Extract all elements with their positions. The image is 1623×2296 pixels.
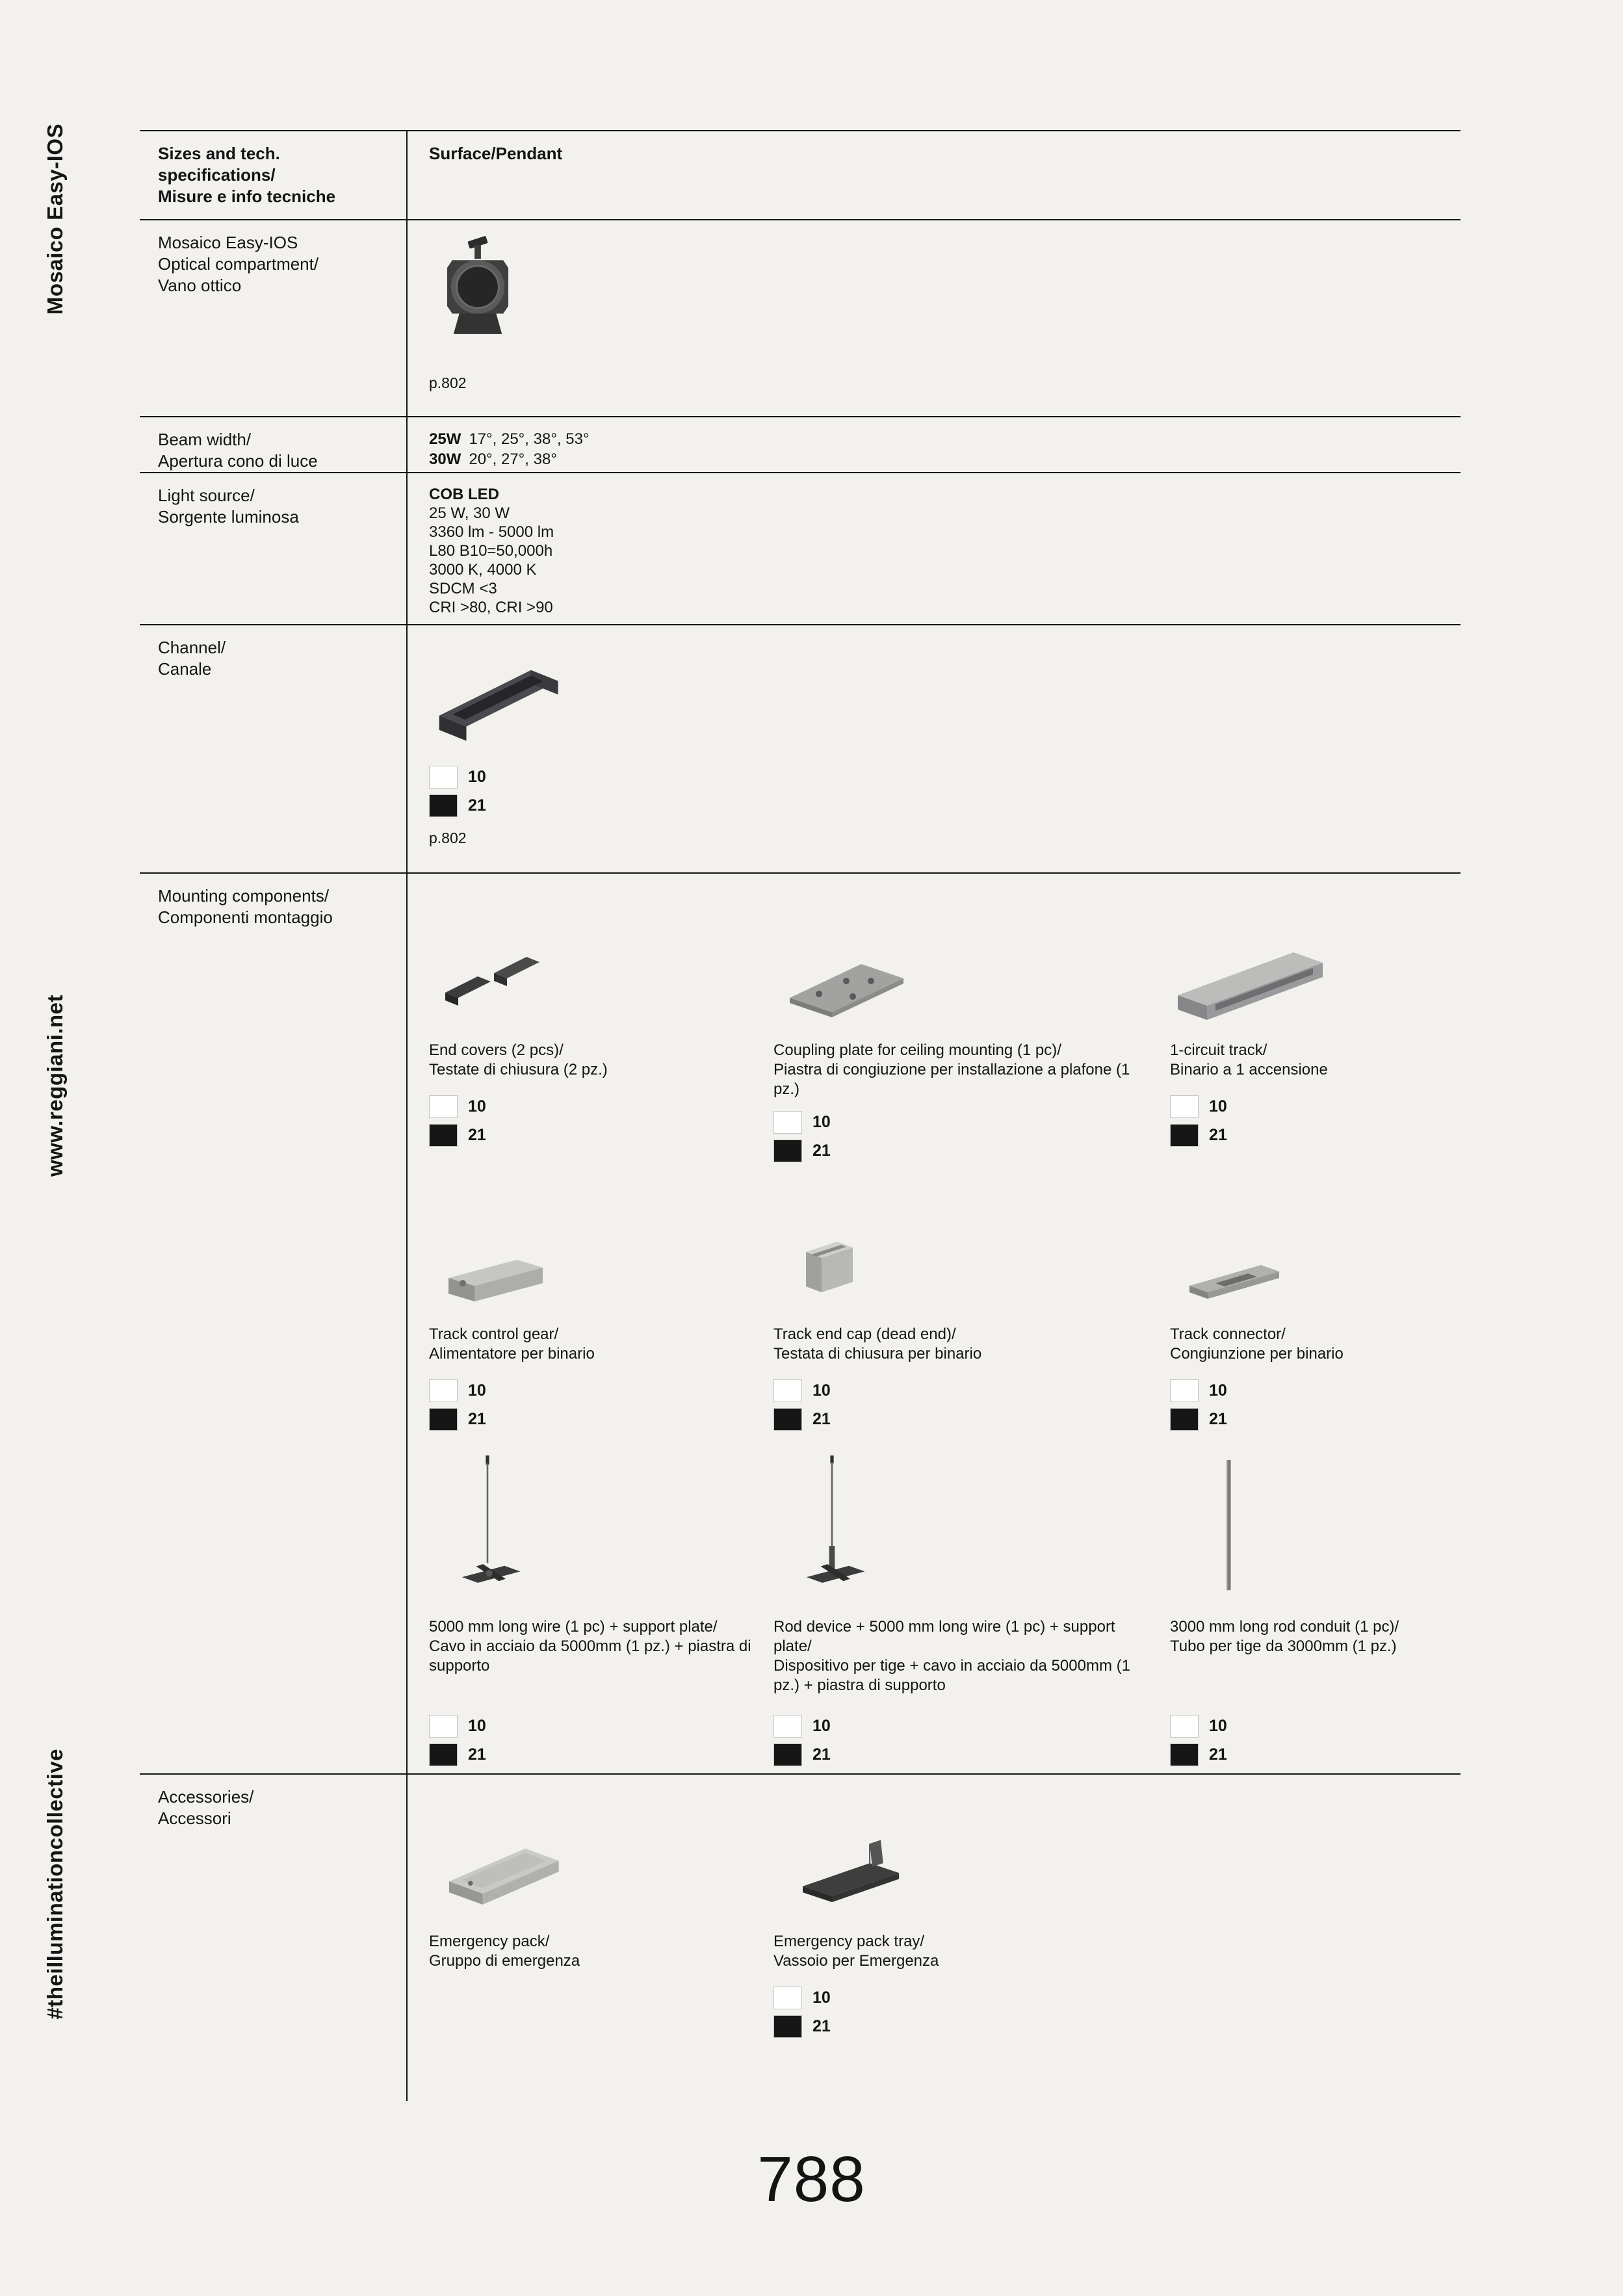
finish-swatch-black xyxy=(773,2015,1150,2038)
swatch-color-box xyxy=(429,1379,458,1402)
component-caption xyxy=(1170,1041,1449,1084)
accessory-cell-emergency-tray xyxy=(773,1819,1150,2044)
finish-swatches xyxy=(1170,1715,1449,1766)
accessory-caption xyxy=(429,1932,754,1975)
finish-swatch-black xyxy=(429,1743,754,1766)
accessory-name-en: Emergency pack tray/ xyxy=(773,1933,925,1950)
accessories-label-en: Accessories/ xyxy=(158,1787,254,1807)
swatch-code: 10 xyxy=(1209,1717,1227,1735)
swatch-code: 10 xyxy=(812,1989,831,2007)
swatch-color-box xyxy=(429,1715,458,1738)
beam-label-en: Beam width/ xyxy=(158,430,252,449)
swatch-color-box xyxy=(429,1095,458,1118)
accessory-caption xyxy=(773,1932,1150,1975)
finish-swatches xyxy=(1170,1379,1449,1431)
swatch-color-box xyxy=(773,1987,802,2009)
optical-page-ref: p.802 xyxy=(429,374,467,391)
track-control-gear-image xyxy=(429,1202,754,1316)
sidebar-website: www.reggiani.net xyxy=(43,995,67,1177)
finish-swatch-white xyxy=(429,1379,754,1402)
optical-label-line1: Mosaico Easy-IOS xyxy=(158,233,298,252)
swatch-color-box xyxy=(773,1140,802,1162)
beam-angles-30w: 20°, 27°, 38° xyxy=(469,450,557,468)
swatch-code: 10 xyxy=(468,1381,486,1400)
swatch-code: 10 xyxy=(812,1113,831,1131)
swatch-code: 10 xyxy=(468,1717,486,1735)
accessory-name-it: Gruppo di emergenza xyxy=(429,1952,580,1970)
track-connector-image xyxy=(1170,1202,1449,1316)
component-caption xyxy=(773,1617,1150,1703)
swatch-color-box xyxy=(773,1111,802,1134)
page-title-line1: Sizes and tech. xyxy=(158,144,280,163)
light-source-label-it: Sorgente luminosa xyxy=(158,507,299,527)
component-name-it: Testate di chiusura (2 pz.) xyxy=(429,1061,608,1078)
optical-compartment-image xyxy=(429,232,578,362)
finish-swatch-white xyxy=(773,1379,1150,1402)
finish-swatch-white xyxy=(1170,1095,1449,1118)
component-caption xyxy=(429,1617,754,1703)
component-cell-rod-device xyxy=(773,1455,1150,1772)
swatch-code: 21 xyxy=(812,1141,831,1160)
light-source-spec: SDCM <3 xyxy=(429,580,497,597)
swatch-color-box xyxy=(1170,1379,1199,1402)
component-name-it: Piastra di congiuzione per installazione a plafone (1 pz.) xyxy=(773,1061,1130,1098)
swatch-color-box xyxy=(429,1408,458,1431)
swatch-color-box xyxy=(429,1124,458,1147)
component-cell-track xyxy=(1170,918,1449,1153)
light-source-label-en: Light source/ xyxy=(158,486,255,505)
component-cell-coupling-plate xyxy=(773,918,1150,1168)
component-name-en: Rod device + 5000 mm long wire (1 pc) + support plate/ xyxy=(773,1618,1115,1655)
page-title xyxy=(158,143,335,207)
component-cell-connector xyxy=(1170,1202,1449,1437)
rod-conduit-image xyxy=(1170,1455,1449,1608)
component-cell-control-gear xyxy=(429,1202,754,1437)
swatch-color-box xyxy=(1170,1743,1199,1766)
light-source-row xyxy=(140,472,1461,624)
component-cell-rod-conduit xyxy=(1170,1455,1449,1772)
finish-swatch-black xyxy=(1170,1408,1449,1431)
channel-label xyxy=(158,637,226,680)
component-name-en: Track end cap (dead end)/ xyxy=(773,1325,956,1343)
swatch-code: 10 xyxy=(812,1717,831,1735)
swatch-code: 21 xyxy=(1209,1410,1227,1428)
finish-swatch-black xyxy=(1170,1743,1449,1766)
finish-swatch-black xyxy=(773,1743,1150,1766)
swatch-code: 21 xyxy=(1209,1126,1227,1144)
component-cell-end-cap xyxy=(773,1202,1150,1437)
finish-swatches xyxy=(1170,1095,1449,1147)
component-cell-wire-plate xyxy=(429,1455,754,1772)
component-caption xyxy=(1170,1617,1449,1703)
accessory-cell-emergency-pack xyxy=(429,1819,754,1975)
swatch-color-box xyxy=(429,766,458,789)
component-name-it: Congiunzione per binario xyxy=(1170,1345,1344,1363)
optical-compartment-row xyxy=(140,219,1461,416)
swatch-color-box xyxy=(773,1379,802,1402)
component-name-it: Tubo per tige da 3000mm (1 pz.) xyxy=(1170,1637,1397,1655)
swatch-code: 10 xyxy=(1209,1381,1227,1400)
swatch-code: 21 xyxy=(468,796,486,815)
light-source-spec: 3000 K, 4000 K xyxy=(429,561,537,579)
finish-swatch-black xyxy=(773,1140,1150,1162)
page-number: 788 xyxy=(757,2143,866,2215)
optical-label-line2: Optical compartment/ xyxy=(158,254,319,274)
beam-width-content xyxy=(429,429,590,469)
channel-finish-swatches xyxy=(429,766,585,817)
component-name-en: Track control gear/ xyxy=(429,1325,559,1343)
rod-device-image xyxy=(773,1455,1150,1608)
swatch-code: 10 xyxy=(812,1381,831,1400)
swatch-color-box xyxy=(1170,1408,1199,1431)
swatch-color-box xyxy=(1170,1095,1199,1118)
column-title: Surface/Pendant xyxy=(429,144,563,163)
coupling-plate-image xyxy=(773,918,1150,1032)
page-title-line2: specifications/ xyxy=(158,165,276,185)
beam-wattage-30w: 30W xyxy=(429,450,461,468)
beam-angles-25w: 17°, 25°, 38°, 53° xyxy=(469,430,590,448)
optical-compartment-content xyxy=(429,232,578,394)
component-name-en: 1-circuit track/ xyxy=(1170,1041,1267,1059)
swatch-color-box xyxy=(773,1743,802,1766)
component-caption xyxy=(773,1325,1150,1368)
optical-label-line3: Vano ottico xyxy=(158,276,242,295)
swatch-code: 21 xyxy=(812,1410,831,1428)
light-source-spec: 25 W, 30 W xyxy=(429,504,510,522)
track-end-cap-image xyxy=(773,1202,1150,1316)
component-caption xyxy=(429,1041,754,1084)
swatch-color-box xyxy=(429,794,458,817)
component-caption xyxy=(1170,1325,1449,1368)
finish-swatch-black xyxy=(429,794,585,817)
accessory-name-it: Vassoio per Emergenza xyxy=(773,1952,939,1970)
component-name-en: 3000 mm long rod conduit (1 pc)/ xyxy=(1170,1618,1399,1636)
light-source-spec: CRI >80, CRI >90 xyxy=(429,599,553,616)
finish-swatches xyxy=(429,1715,754,1766)
swatch-color-box xyxy=(1170,1715,1199,1738)
finish-swatch-black xyxy=(429,1408,754,1431)
component-name-en: Coupling plate for ceiling mounting (1 pc)/ xyxy=(773,1041,1061,1059)
accessories-row xyxy=(140,1773,1461,2101)
sidebar-hashtag: #theilluminationcollective xyxy=(43,1749,67,2020)
swatch-code: 21 xyxy=(468,1126,486,1144)
channel-content xyxy=(429,637,585,849)
beam-spec-30w xyxy=(429,449,590,469)
swatch-color-box xyxy=(773,2015,802,2038)
mounting-components-row xyxy=(140,872,1461,1773)
finish-swatches xyxy=(773,1379,1150,1431)
swatch-color-box xyxy=(429,1743,458,1766)
finish-swatch-white xyxy=(773,1111,1150,1134)
finish-swatch-black xyxy=(773,1408,1150,1431)
component-cell-end-covers xyxy=(429,918,754,1153)
beam-wattage-25w: 25W xyxy=(429,430,461,448)
component-name-it: Alimentatore per binario xyxy=(429,1345,595,1363)
component-caption xyxy=(773,1041,1150,1099)
light-source-content xyxy=(429,485,554,617)
channel-row xyxy=(140,624,1461,872)
finish-swatch-white xyxy=(1170,1715,1449,1738)
swatch-code: 21 xyxy=(468,1410,486,1428)
light-source-label xyxy=(158,485,299,528)
sidebar-product-family: Mosaico Easy-IOS xyxy=(43,124,67,315)
beam-width-label xyxy=(158,429,318,472)
component-name-en: 5000 mm long wire (1 pc) + support plate/ xyxy=(429,1618,718,1636)
swatch-code: 21 xyxy=(812,1745,831,1764)
swatch-code: 21 xyxy=(812,2017,831,2035)
accessory-name-en: Emergency pack/ xyxy=(429,1933,550,1950)
finish-swatch-black xyxy=(1170,1124,1449,1147)
finish-swatches xyxy=(773,1111,1150,1162)
finish-swatch-white xyxy=(429,766,585,789)
finish-swatches xyxy=(429,1379,754,1431)
component-name-it: Cavo in acciaio da 5000mm (1 pz.) + piastra di supporto xyxy=(429,1637,751,1675)
swatch-code: 10 xyxy=(468,1097,486,1115)
light-source-spec: 3360 lm - 5000 lm xyxy=(429,523,554,541)
one-circuit-track-image xyxy=(1170,918,1449,1032)
finish-swatch-white xyxy=(773,1987,1150,2009)
beam-label-it: Apertura cono di luce xyxy=(158,451,318,471)
page-title-line3: Misure e info tecniche xyxy=(158,187,336,206)
beam-width-row xyxy=(140,416,1461,472)
light-source-spec: L80 B10=50,000h xyxy=(429,542,553,560)
beam-spec-25w xyxy=(429,429,590,449)
component-name-it: Dispositivo per tige + cavo in acciaio da 5000mm (1 pz.) + piastra di supporto xyxy=(773,1657,1130,1694)
finish-swatch-white xyxy=(429,1715,754,1738)
light-source-type: COB LED xyxy=(429,486,499,503)
mounting-label-it: Componenti montaggio xyxy=(158,907,333,927)
component-name-en: End covers (2 pcs)/ xyxy=(429,1041,564,1059)
channel-label-it: Canale xyxy=(158,659,212,679)
finish-swatches xyxy=(773,1715,1150,1766)
finish-swatch-white xyxy=(429,1095,754,1118)
accessories-label xyxy=(158,1786,253,1829)
wire-support-plate-image xyxy=(429,1455,754,1608)
finish-swatch-white xyxy=(1170,1379,1449,1402)
finish-swatches xyxy=(429,1095,754,1147)
finish-swatch-black xyxy=(429,1124,754,1147)
mounting-label-en: Mounting components/ xyxy=(158,886,330,906)
header-row xyxy=(140,130,1461,219)
component-name-it: Testata di chiusura per binario xyxy=(773,1345,982,1363)
swatch-code: 21 xyxy=(468,1745,486,1764)
channel-label-en: Channel/ xyxy=(158,638,226,657)
swatch-code: 10 xyxy=(1209,1097,1227,1115)
swatch-color-box xyxy=(773,1715,802,1738)
finish-swatches xyxy=(773,1987,1150,2038)
swatch-color-box xyxy=(773,1408,802,1431)
component-caption xyxy=(429,1325,754,1368)
component-name-en: Track connector/ xyxy=(1170,1325,1286,1343)
optical-compartment-label xyxy=(158,232,318,296)
component-name-it: Binario a 1 accensione xyxy=(1170,1061,1328,1078)
swatch-color-box xyxy=(1170,1124,1199,1147)
swatch-code: 10 xyxy=(468,768,486,786)
channel-page-ref: p.802 xyxy=(429,829,467,846)
mounting-label xyxy=(158,885,333,928)
finish-swatch-white xyxy=(773,1715,1150,1738)
end-covers-image xyxy=(429,918,754,1032)
emergency-pack-image xyxy=(429,1819,754,1923)
channel-image xyxy=(429,637,585,754)
accessories-label-it: Accessori xyxy=(158,1808,231,1828)
swatch-code: 21 xyxy=(1209,1745,1227,1764)
emergency-pack-tray-image xyxy=(773,1819,1150,1923)
